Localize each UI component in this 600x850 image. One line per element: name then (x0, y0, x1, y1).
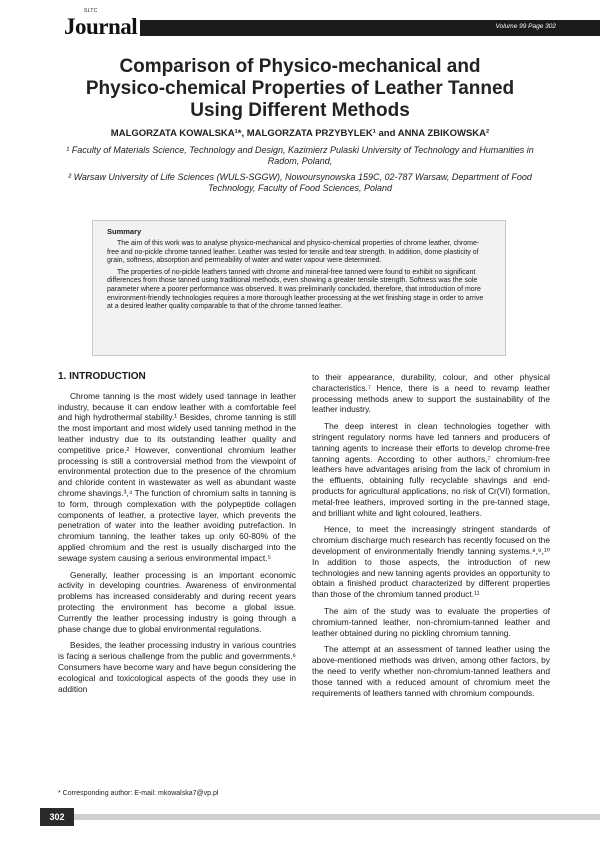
body-paragraph: Generally, leather processing is an important economic activity in developing countries. Awareness of environmental problems has increased considerably and during recent years protecting the environment has become a global issue. Currently the leather processing industry is going through a phase change due to global environmental regulations. (58, 569, 296, 634)
abstract-heading: Summary (107, 227, 142, 236)
affiliation-1: ¹ Faculty of Materials Science, Technology and Design, Kazimierz Pulaski University of Technology and Humanities in Radom, Poland, (66, 145, 534, 166)
abstract-box (92, 220, 506, 356)
article-title: Comparison of Physico-mechanical and Physico-chemical Properties of Leather Tanned Using Different Methods (85, 56, 515, 121)
body-paragraph: The deep interest in clean technologies together with stringent regulatory norms have led tanners and producers of tanning agents to increase their efforts to develop chrome-free tanning agents. According to other authors,⁷ chromium-free leathers have advantages arising from the lack of chromium in the effluents, obtaining fully recyclable shavings and end-products for agricultural applications, no risk of Cr(VI) formation, metal-free leathers, improved sorting in the pre-tanned stage, and brilliant white and light coloured, leathers. (312, 421, 550, 518)
body-paragraph: Chrome tanning is the most widely used tannage in leather industry, because it can endow leather with a comfortable feel and high hydrothermal stability.¹ Besides, chrome tanning is still the most important and most widely used tanning method in the leather industry due to its outstanding leather quality and competitive price.² However, conventional chromium leather processing is still a controversial method from the viewpoint of environmental protection due to the presence of the chromium and chloride content in wastewater as well as abundant waste chrome shavings.³,⁴ The function of chromium salts in tanning is to form, through complexation with the polypeptide collagen components of leather, a protective layer, which prevents the penetration of water into the leather avoiding putrefaction. In chromium tanning, the leather takes up only 60-80% of the applied chromium and the rest is usually discharged into the sewage system causing a serious environmental impact.⁵ (58, 390, 296, 563)
section-heading: 1. INTRODUCTION (58, 371, 146, 382)
body-paragraph: The attempt at an assessment of tanned leather using the above-mentioned methods was driven, among other factors, by the need to verify whether non-chromium-tanned leathers and those tanned with a reduced amount of chromium meet the requirements of leathers tanned with chromium compounds. (312, 644, 550, 698)
corresponding-author-footnote: * Corresponding author: E-mail: mkowalska7@vp.pl (58, 790, 219, 797)
body-paragraph: The aim of the study was to evaluate the properties of chromium-tanned leather, non-chromium-tanned leather and leather obtained during no pickling chromium tanning. (312, 605, 550, 638)
right-column (312, 372, 550, 704)
page-number: 302 (40, 808, 74, 826)
volume-page-label: Volume 99 Page 302 (495, 23, 556, 30)
brand-small-text: SLTC (84, 8, 98, 14)
abstract-paragraph: The properties of no-pickle leathers tanned with chrome and mineral-free tanned were found to exhibit no significant differences from those tanned using traditional methods, even showing a greater tensile strength. Softness was the sole parameter where a poorer performance was observed. It was preliminarily concluded, therefore, that introduction of more environment-friendly technologies requires a more thorough leather processing at the wet finishing stage in order to arrive at a desired leather quality comparable to that of the chrome tanned leather. (107, 268, 484, 311)
left-column (58, 372, 296, 700)
journal-logo: Journal (64, 14, 138, 39)
body-paragraph: Hence, to meet the increasingly stringent standards of chromium discharge much research has recently focused on the development of environmentally friendly tanning systems.⁸,⁹,¹⁰ In addition to those aspects, the introduction of new technologies and new tanning agents provides an opportunity to obtain a finished product characterized by different properties than those of the chromium tanned product.¹¹ (312, 524, 550, 600)
author-list: MALGORZATA KOWALSKA¹*, MALGORZATA PRZYBYLEK¹ and ANNA ZBIKOWSKA² (110, 128, 490, 139)
body-paragraph: to their appearance, durability, colour, and other physical characteristics.⁷ Hence, there is a need to revamp leather processing methods anew to support the sustainability of the leather industry. (312, 372, 550, 415)
body-paragraph: Besides, the leather processing industry in various countries is facing a serious challenge from the public and governments.⁶ Consumers have become wary and have begun considering the ecological and toxicological aspects of the goods they use in addition (58, 640, 296, 694)
affiliation-2: ² Warsaw University of Life Sciences (WULS-SGGW), Nowoursynowska 159C, 02-787 Warsaw, Department of Food Technology, Faculty of Food Sciences, Poland (68, 172, 532, 193)
abstract-paragraph: The aim of this work was to analyse physico-mechanical and physico-chemical properties of chrome leather, chrome-free and no-pickle chrome tanned leather. Leather was tested for tensile and tear strength. In addition, dome plasticity of grain, softness, absorption and permeability of water and water vapour were determined. (107, 240, 480, 265)
footer-band (74, 814, 600, 820)
